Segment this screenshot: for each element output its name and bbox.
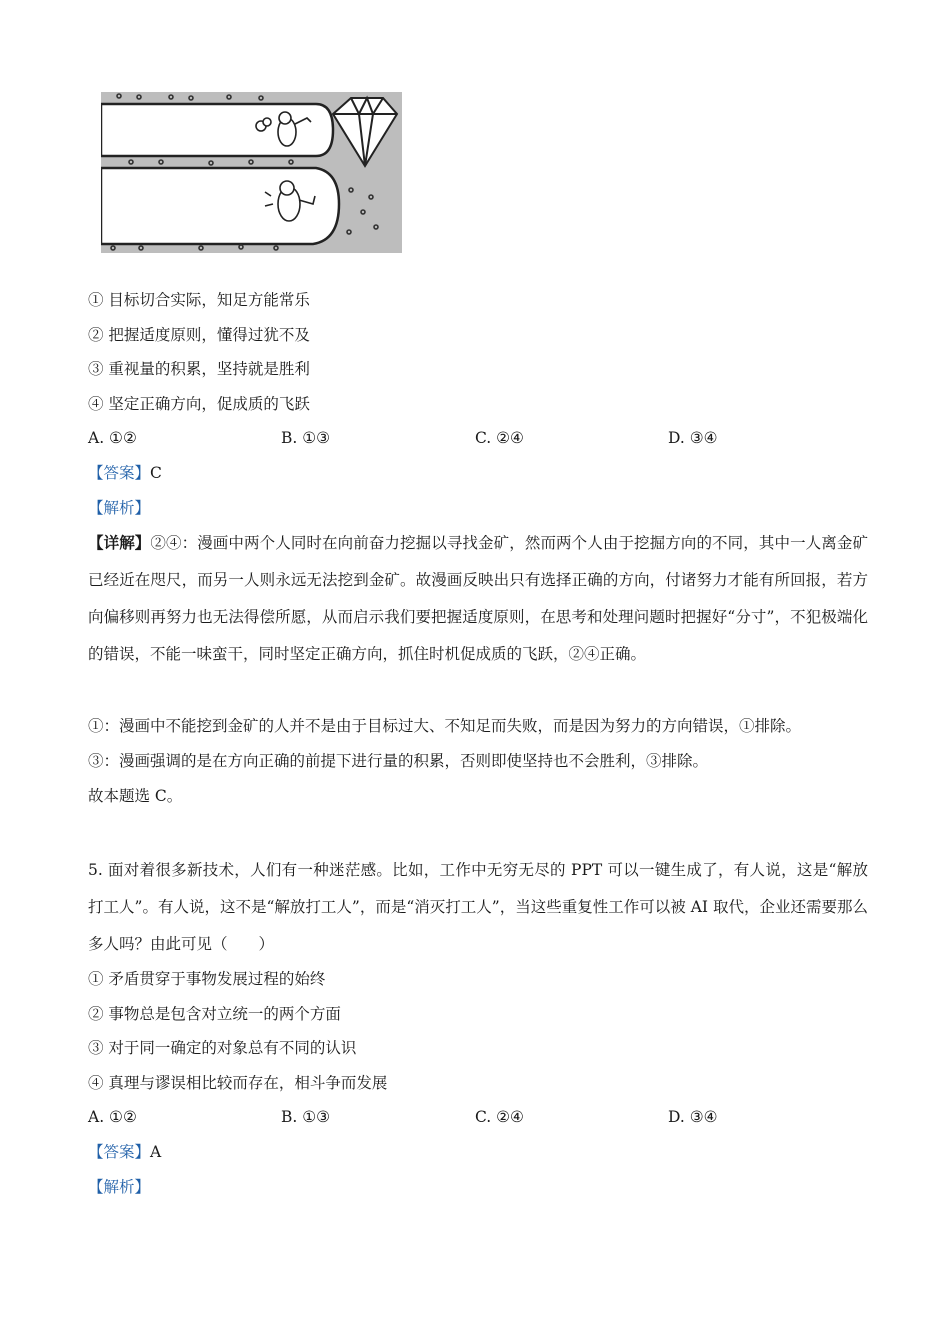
answer-value: A <box>150 1143 162 1161</box>
digging-cartoon <box>101 92 402 253</box>
q4-note-3: ③：漫画强调的是在方向正确的前提下进行量的积累，否则即使坚持也不会胜利，③排除。 <box>88 752 709 770</box>
q5-stem: 5. 面对着很多新技术，人们有一种迷茫感。比如，工作中无穷无尽的 PPT 可以一键生成了，有人说，这是“解放打工人”。有人说，这不是“解放打工人”，而是“消灭打工人”，当这些重复性工作可以被 AI 取代，企业还需要那么多人吗？由此可见（ ） <box>88 861 868 953</box>
q5-option-c: C. ②④ <box>475 1108 524 1126</box>
q4-statement-4: ④ 坚定正确方向，促成质的飞跃 <box>88 395 310 413</box>
q4-conclusion: 故本题选 C。 <box>88 787 183 805</box>
q4-statement-3: ③ 重视量的积累，坚持就是胜利 <box>88 360 310 378</box>
detail-text: ②④：漫画中两个人同时在向前奋力挖掘以寻找金矿，然而两个人由于挖掘方向的不同，其中一人离金矿已经近在咫尺，而另一人则永远无法挖到金矿。故漫画反映出只有选择正确的方向，付诸努力才能有所回报，若方向偏移则再努力也无法得偿所愿，从而启示我们要把握适度原则，在思考和处理问题时把握好“分寸”，不犯极端化的错误，不能一味蛮干，同时坚定正确方向，抓住时机促成质的飞跃，②④正确。 <box>88 534 868 663</box>
q5-option-a: A. ①② <box>88 1108 137 1126</box>
detail-tag: 【详解】 <box>88 533 151 552</box>
q4-statement-2: ② 把握适度原则，懂得过犹不及 <box>88 326 310 344</box>
lower-tunnel-icon <box>101 168 339 244</box>
q5-statement-2: ② 事物总是包含对立统一的两个方面 <box>88 1005 341 1023</box>
q5-statement-4: ④ 真理与谬误相比较而存在，相斗争而发展 <box>88 1074 388 1092</box>
answer-tag: 【答案】 <box>88 1143 151 1161</box>
upper-tunnel-icon <box>101 104 333 156</box>
q4-option-d: D. ③④ <box>668 429 718 447</box>
q5-option-b: B. ①③ <box>281 1108 331 1126</box>
answer-value: C <box>150 464 162 482</box>
q4-option-a: A. ①② <box>88 429 137 447</box>
q4-statement-1: ① 目标切合实际，知足方能常乐 <box>88 291 310 309</box>
q5-answer <box>88 1142 161 1162</box>
q4-detail-paragraph <box>88 524 868 673</box>
q4-option-b: B. ①③ <box>281 429 331 447</box>
q5-option-d: D. ③④ <box>668 1108 718 1126</box>
q5-analysis-tag: 【解析】 <box>88 1178 151 1196</box>
q4-analysis-tag: 【解析】 <box>88 499 151 517</box>
q4-note-1: ①：漫画中不能挖到金矿的人并不是由于目标过大、不知足而失败，而是因为努力的方向错误，①排除。 <box>88 717 802 735</box>
q5-statement-1: ① 矛盾贯穿于事物发展过程的始终 <box>88 970 326 988</box>
q4-option-c: C. ②④ <box>475 429 524 447</box>
q5-statement-3: ③ 对于同一确定的对象总有不同的认识 <box>88 1039 357 1057</box>
q4-answer <box>88 463 162 483</box>
answer-tag: 【答案】 <box>88 464 151 482</box>
